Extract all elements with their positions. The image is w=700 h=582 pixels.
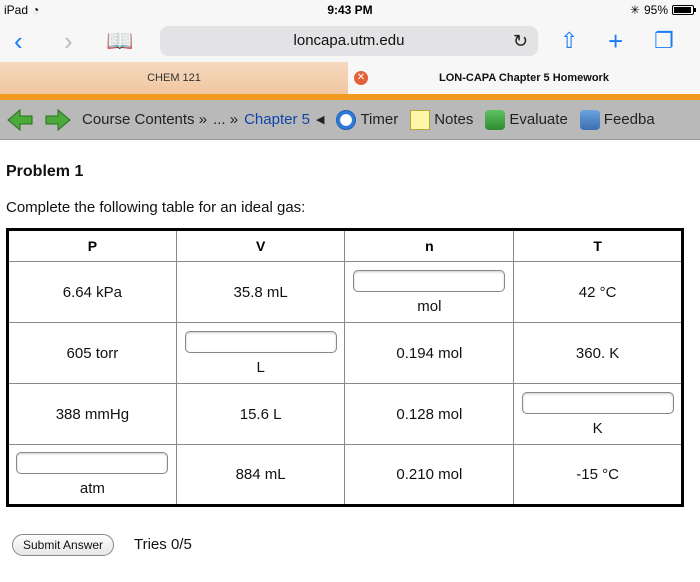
unit-label: K bbox=[592, 419, 603, 437]
battery-icon bbox=[672, 5, 694, 15]
feedback-button[interactable] bbox=[580, 110, 655, 130]
table-row bbox=[8, 323, 683, 384]
moles-answer-input[interactable] bbox=[353, 270, 505, 292]
evaluate-icon bbox=[485, 110, 505, 130]
cell-value: 605 torr bbox=[8, 323, 177, 384]
answer-cell bbox=[8, 445, 177, 506]
cell-value: 0.128 mol bbox=[345, 384, 514, 445]
submit-answer-button[interactable]: Submit Answer bbox=[12, 534, 114, 556]
back-icon[interactable]: ‹ bbox=[14, 26, 23, 56]
header-moles: n bbox=[345, 230, 514, 262]
tries-counter: Tries 0/5 bbox=[134, 536, 192, 553]
problem-instructions: Complete the following table for an ideal gas: bbox=[6, 199, 306, 216]
notes-label: Notes bbox=[434, 111, 474, 128]
problem-title: Problem 1 bbox=[6, 163, 84, 180]
reload-icon[interactable]: ↻ bbox=[512, 31, 528, 51]
table-row bbox=[8, 445, 683, 506]
unit-label: atm bbox=[79, 480, 105, 497]
pressure-answer-input[interactable] bbox=[16, 452, 168, 474]
bluetooth-icon: ✳ bbox=[629, 3, 640, 17]
timer-icon bbox=[336, 110, 356, 130]
feedback-label: Feedba bbox=[603, 111, 655, 128]
header-temperature: T bbox=[514, 230, 683, 262]
problem-content bbox=[6, 160, 696, 216]
cell-value: 35.8 mL bbox=[176, 262, 345, 323]
tabs-icon[interactable]: ❐ bbox=[654, 28, 674, 53]
forward-icon[interactable]: › bbox=[64, 26, 73, 56]
cell-value: 15.6 L bbox=[176, 384, 345, 445]
loncapa-nav bbox=[0, 100, 700, 140]
feedback-icon bbox=[580, 110, 600, 130]
tab-label: CHEM 121 bbox=[147, 72, 201, 84]
next-arrow-icon[interactable] bbox=[44, 108, 72, 132]
unit-label: mol bbox=[417, 297, 442, 315]
tab-homework[interactable] bbox=[348, 62, 700, 94]
cell-value: 884 mL bbox=[176, 445, 345, 506]
status-bar bbox=[0, 0, 700, 22]
answer-cell bbox=[345, 262, 514, 323]
tab-label: LON-CAPA Chapter 5 Homework bbox=[439, 72, 609, 84]
share-icon[interactable]: ⇧ bbox=[560, 28, 579, 53]
close-tab-icon[interactable]: ✕ bbox=[354, 71, 368, 85]
address-bar[interactable] bbox=[160, 26, 538, 56]
device-label: iPad bbox=[4, 3, 29, 17]
tab-strip bbox=[0, 62, 700, 94]
cell-value: -15 °C bbox=[514, 445, 683, 506]
battery-percent: 95% bbox=[643, 3, 668, 17]
temperature-answer-input[interactable] bbox=[522, 392, 674, 414]
cell-value: 0.194 mol bbox=[345, 323, 514, 384]
tab-chem121[interactable] bbox=[0, 62, 348, 94]
volume-answer-input[interactable] bbox=[185, 331, 337, 353]
cell-value: 42 °C bbox=[514, 262, 683, 323]
breadcrumb-ellipsis[interactable]: ... » bbox=[213, 111, 239, 128]
evaluate-label: Evaluate bbox=[509, 111, 568, 128]
table-header-row bbox=[8, 230, 683, 262]
clock: 9:43 PM bbox=[327, 3, 373, 17]
timer-label: Timer bbox=[360, 111, 399, 128]
cell-value: 360. K bbox=[514, 323, 683, 384]
browser-toolbar bbox=[0, 22, 700, 62]
notes-icon bbox=[410, 110, 430, 130]
cell-value: 0.210 mol bbox=[345, 445, 514, 506]
timer-button[interactable] bbox=[336, 110, 398, 130]
answer-cell bbox=[176, 323, 345, 384]
course-contents-link[interactable]: Course Contents » bbox=[82, 111, 208, 128]
answer-cell bbox=[514, 384, 683, 445]
previous-arrow-icon[interactable] bbox=[6, 108, 34, 132]
table-row bbox=[8, 262, 683, 323]
table-row bbox=[8, 384, 683, 445]
new-tab-icon[interactable]: + bbox=[608, 26, 624, 56]
cell-value: 6.64 kPa bbox=[8, 262, 177, 323]
url-text: loncapa.utm.edu bbox=[293, 32, 405, 49]
header-pressure: P bbox=[8, 230, 177, 262]
cell-value: 388 mmHg bbox=[8, 384, 177, 445]
bookmarks-icon[interactable]: 📖 bbox=[106, 28, 134, 53]
unit-label: L bbox=[256, 358, 265, 376]
collapse-triangle-icon[interactable]: ◀ bbox=[315, 114, 325, 126]
notes-button[interactable] bbox=[410, 110, 473, 130]
ideal-gas-table bbox=[6, 228, 684, 507]
wifi-icon: ◔ bbox=[32, 3, 40, 17]
evaluate-button[interactable] bbox=[485, 110, 567, 130]
header-volume: V bbox=[176, 230, 345, 262]
chapter-link[interactable]: Chapter 5 bbox=[244, 111, 310, 128]
